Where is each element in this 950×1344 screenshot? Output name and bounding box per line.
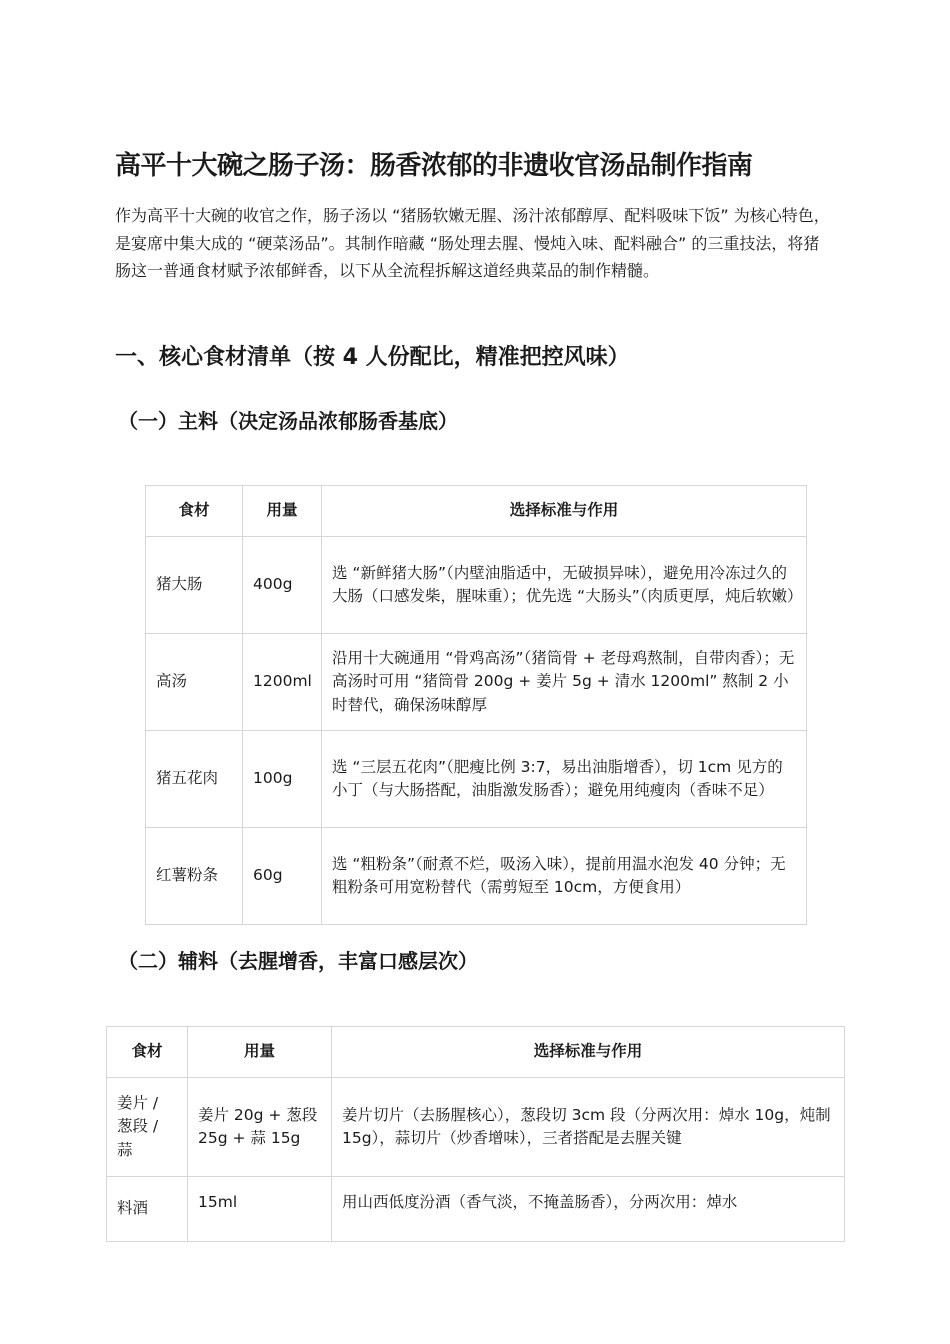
subsection-heading-auxiliary: （二）辅料（去腥增香，丰富口感层次） [118, 949, 478, 973]
column-header: 选择标准与作用 [322, 486, 807, 537]
ingredient-amount: 400g [243, 537, 322, 634]
main-ingredients-table [145, 485, 807, 925]
ingredient-description: 选 “粗粉条”（耐煮不烂，吸汤入味），提前用温水泡发 40 分钟；无粗粉条可用宽粉替代（需剪短至 10cm，方便食用） [322, 828, 807, 925]
table-header-row [107, 1027, 845, 1078]
table-row [107, 1078, 845, 1177]
ingredient-name: 姜片 / 葱段 / 蒜 [107, 1078, 188, 1177]
table-row [146, 828, 807, 925]
ingredient-amount: 姜片 20g + 葱段 25g + 蒜 15g [188, 1078, 332, 1177]
section-heading-ingredients: 一、核心食材清单（按 4 人份配比，精准把控风味） [115, 345, 630, 370]
ingredient-description: 姜片切片（去肠腥核心），葱段切 3cm 段（分两次用：焯水 10g，炖制 15g），蒜切片（炒香增味），三者搭配是去腥关键 [332, 1078, 845, 1177]
table-row [146, 634, 807, 731]
page-title: 高平十大碗之肠子汤：肠香浓郁的非遗收官汤品制作指南 [115, 151, 753, 181]
column-header: 选择标准与作用 [332, 1027, 845, 1078]
ingredient-amount: 60g [243, 828, 322, 925]
ingredient-description: 选 “三层五花肉”（肥瘦比例 3:7，易出油脂增香），切 1cm 见方的小丁（与大肠搭配，油脂激发肠香）；避免用纯瘦肉（香味不足） [322, 731, 807, 828]
table-header-row [146, 486, 807, 537]
ingredient-name: 高汤 [146, 634, 243, 731]
ingredient-name: 红薯粉条 [146, 828, 243, 925]
table-row [146, 731, 807, 828]
table-row [146, 537, 807, 634]
intro-paragraph: 作为高平十大碗的收官之作，肠子汤以 “猪肠软嫩无腥、汤汁浓郁醇厚、配料吸味下饭” 为核心特色，是宴席中集大成的 “硬菜汤品”。其制作暗藏 “肠处理去腥、慢炖入味、配料融合” 的三重技法，将猪肠这一普通食材赋予浓郁鲜香，以下从全流程拆解这道经典菜品的制作精髓。 [115, 206, 830, 280]
column-header: 食材 [107, 1027, 188, 1078]
column-header: 用量 [188, 1027, 332, 1078]
ingredient-name: 猪大肠 [146, 537, 243, 634]
ingredient-description: 沿用十大碗通用 “骨鸡高汤”（猪筒骨 + 老母鸡熬制，自带肉香）；无高汤时可用 “猪筒骨 200g + 姜片 5g + 清水 1200ml” 熬制 2 小时替代，确保汤味醇厚 [322, 634, 807, 731]
subsection-heading-main: （一）主料（决定汤品浓郁肠香基底） [118, 409, 458, 433]
ingredient-amount: 15ml [188, 1177, 332, 1242]
auxiliary-ingredients-table [106, 1026, 845, 1242]
ingredient-description: 用山西低度汾酒（香气淡，不掩盖肠香），分两次用：焯水 [332, 1177, 845, 1242]
ingredient-amount: 100g [243, 731, 322, 828]
column-header: 用量 [243, 486, 322, 537]
ingredient-name: 料酒 [107, 1177, 188, 1242]
column-header: 食材 [146, 486, 243, 537]
ingredient-amount: 1200ml [243, 634, 322, 731]
ingredient-name: 猪五花肉 [146, 731, 243, 828]
table-row [107, 1177, 845, 1242]
ingredient-description: 选 “新鲜猪大肠”（内壁油脂适中，无破损异味），避免用冷冻过久的大肠（口感发柴，腥味重）；优先选 “大肠头”（肉质更厚，炖后软嫩） [322, 537, 807, 634]
